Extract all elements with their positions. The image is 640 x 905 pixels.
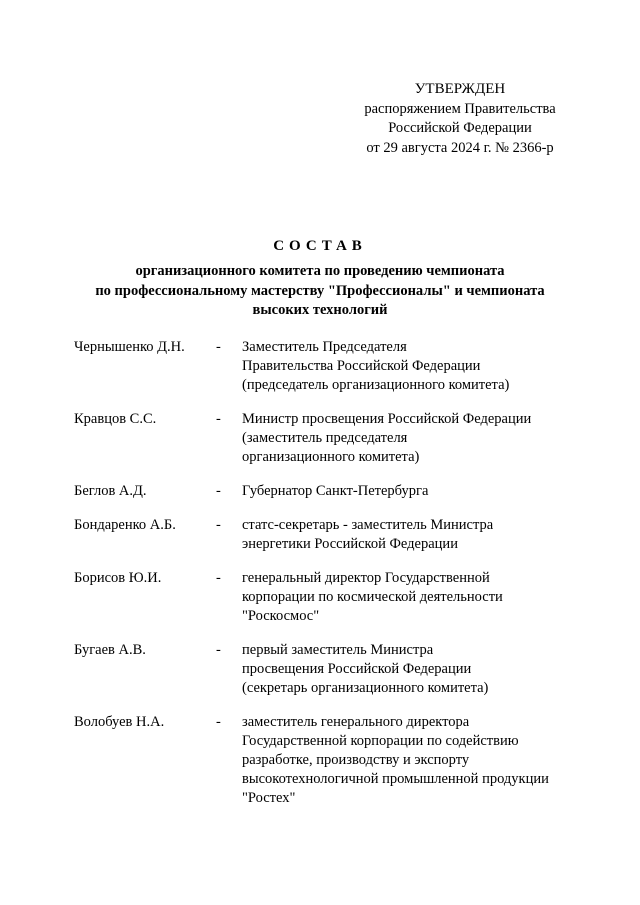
member-role-line: организационного комитета) <box>242 449 420 465</box>
member-role-line: энергетики Российской Федерации <box>242 536 458 552</box>
member-role-line: "Ростех" <box>242 790 296 806</box>
member-role-line: (заместитель председателя <box>242 430 408 446</box>
member-separator: - <box>216 483 221 499</box>
member-separator: - <box>216 411 221 427</box>
member-role-line: просвещения Российской Федерации <box>242 661 472 677</box>
member-name: Борисов Ю.И. <box>74 570 162 586</box>
member-name: Волобуев Н.А. <box>74 714 165 730</box>
member-role <box>242 338 574 395</box>
document-subtitle-line: организационного комитета по проведению чемпионата <box>135 263 505 279</box>
document-heading <box>40 236 600 321</box>
member-role-line: первый заместитель Министра <box>242 642 434 658</box>
document-title: СОСТАВ <box>273 238 367 254</box>
member-role <box>242 569 574 626</box>
member-row <box>74 516 574 554</box>
member-role-line: заместитель генерального директора <box>242 714 470 730</box>
member-role-line: Правительства Российской Федерации <box>242 358 481 374</box>
member-separator: - <box>216 642 221 658</box>
member-name: Бугаев А.В. <box>74 642 146 658</box>
approval-line: распоряжением Правительства <box>364 100 556 117</box>
member-role-line: Министр просвещения Российской Федерации <box>242 411 532 427</box>
member-role <box>242 410 574 467</box>
member-role-line: генеральный директор Государственной <box>242 570 490 586</box>
member-name: Кравцов С.С. <box>74 411 157 427</box>
member-separator: - <box>216 339 221 355</box>
document-subtitle-line: высоких технологий <box>252 302 388 318</box>
member-role <box>242 641 574 698</box>
member-row <box>74 641 574 698</box>
member-role-line: (секретарь организационного комитета) <box>242 680 489 696</box>
approval-stamp <box>340 80 580 158</box>
member-separator: - <box>216 570 221 586</box>
member-role-line: высокотехнологичной промышленной продукции <box>242 771 549 787</box>
approval-line: Российской Федерации <box>388 120 532 136</box>
member-separator: - <box>216 714 221 730</box>
member-row <box>74 713 574 808</box>
member-role <box>242 516 574 554</box>
member-row <box>74 569 574 626</box>
member-name: Чернышенко Д.Н. <box>74 339 185 355</box>
member-role-line: (председатель организационного комитета) <box>242 377 510 393</box>
member-name: Беглов А.Д. <box>74 483 147 499</box>
member-role-line: статс-секретарь - заместитель Министра <box>242 517 494 533</box>
member-role <box>242 713 574 808</box>
member-name: Бондаренко А.Б. <box>74 517 176 533</box>
member-role-line: корпорации по космической деятельности <box>242 589 503 605</box>
member-row <box>74 338 574 395</box>
member-role-line: Государственной корпорации по содействию <box>242 733 519 749</box>
member-role <box>242 482 574 501</box>
document-subtitle-line: по профессиональному мастерству "Профессионалы" и чемпионата <box>95 282 545 299</box>
member-row <box>74 410 574 467</box>
member-role-line: Губернатор Санкт-Петербурга <box>242 483 429 499</box>
approval-line: от 29 августа 2024 г. № 2366-р <box>366 139 554 156</box>
approval-title: УТВЕРЖДЕН <box>414 81 506 97</box>
member-role-line: Заместитель Председателя <box>242 339 407 355</box>
member-role-line: разработке, производству и экспорту <box>242 752 470 768</box>
member-row <box>74 482 574 501</box>
member-role-line: "Роскосмос" <box>242 608 320 624</box>
member-list <box>74 338 574 823</box>
member-separator: - <box>216 517 221 533</box>
